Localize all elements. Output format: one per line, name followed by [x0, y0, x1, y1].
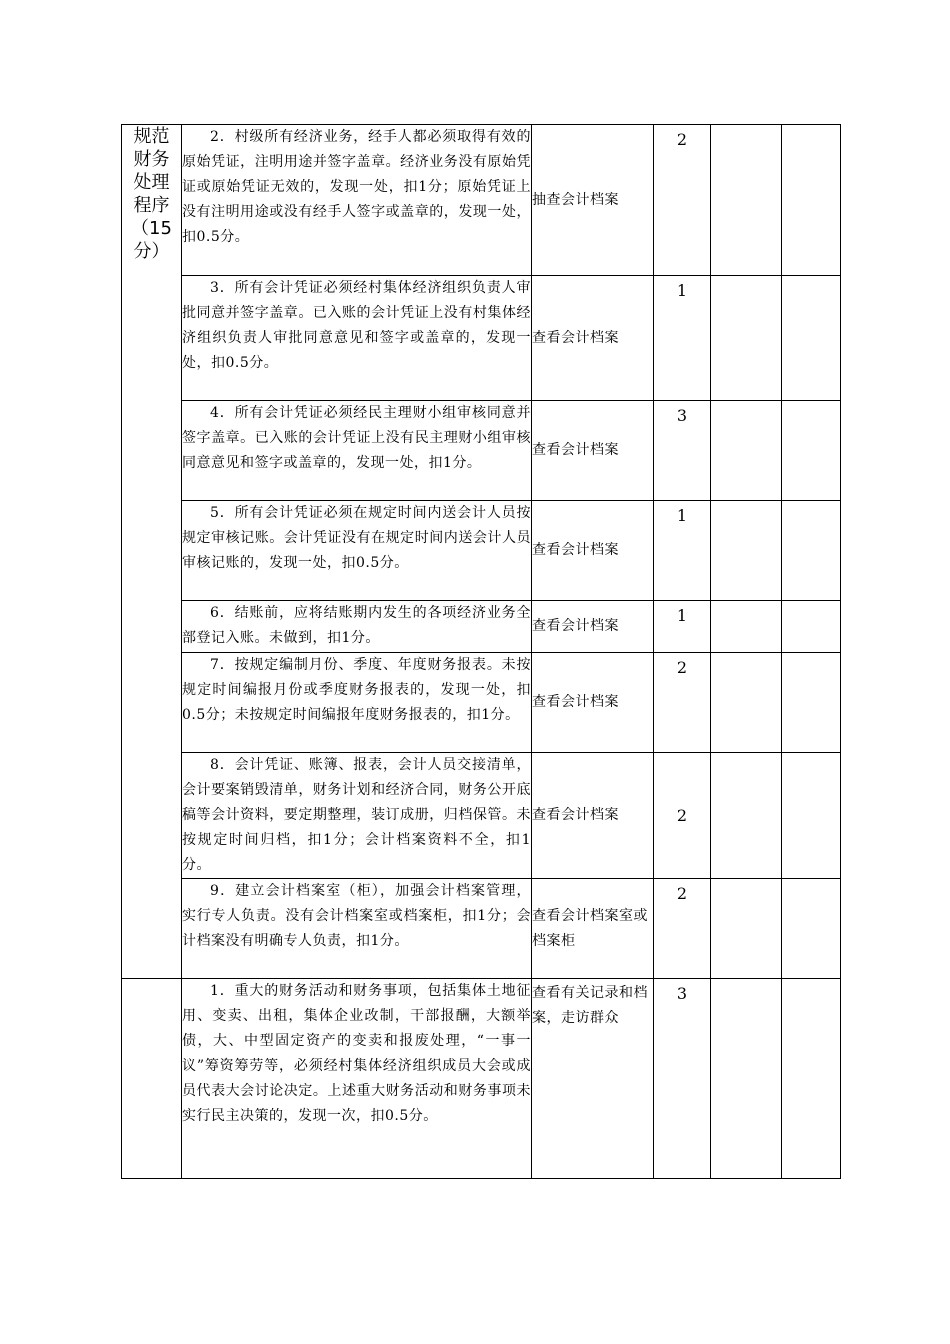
empty-cell: [782, 501, 841, 601]
requirement-cell: [182, 653, 532, 753]
table-row: [122, 979, 841, 1179]
category-line: 程序: [133, 195, 170, 216]
empty-cell: [782, 401, 841, 501]
requirement-text: 5．所有会计凭证必须在规定时间内送会计人员按规定审核记账。会计凭证没有在规定时间内送会计人员审核记账的，发现一处，扣0.5分。: [182, 505, 531, 571]
requirement-cell: [182, 601, 532, 653]
category-line: 分）: [133, 241, 170, 262]
category-line: 财务: [133, 149, 170, 170]
empty-cell: [711, 501, 782, 601]
empty-cell: [711, 276, 782, 401]
method-cell: 查看会计档案: [532, 501, 654, 601]
score-cell: 2: [654, 753, 711, 879]
empty-cell: [782, 753, 841, 879]
requirement-cell: [182, 501, 532, 601]
requirement-cell: [182, 276, 532, 401]
empty-cell: [782, 276, 841, 401]
score-cell: 2: [654, 125, 711, 276]
requirement-text: 4．所有会计凭证必须经民主理财小组审核同意并签字盖章。已入账的会计凭证上没有民主理财小组审核同意意见和签字或盖章的，发现一处，扣1分。: [182, 405, 531, 471]
table-row: [122, 879, 841, 979]
requirement-text: 1．重大的财务活动和财务事项，包括集体土地征用、变卖、出租，集体企业改制，干部报酬，大额举债，大、中型固定资产的变卖和报废处理，“一事一议”筹资筹劳等，必须经村集体经济组织成员大会或成员代表大会讨论决定。上述重大财务活动和财务事项未实行民主决策的，发现一次，扣0.5分。: [182, 983, 531, 1124]
empty-cell: [711, 125, 782, 276]
requirement-cell: [182, 879, 532, 979]
score-cell: 1: [654, 601, 711, 653]
table-row: [122, 653, 841, 753]
empty-cell: [711, 879, 782, 979]
requirement-cell: [182, 979, 532, 1179]
empty-cell: [711, 401, 782, 501]
requirement-text: 8．会计凭证、账簿、报表，会计人员交接清单，会计要案销毁清单，财务计划和经济合同，财务公开底稿等会计资料，要定期整理，装订成册，归档保管。未按规定时间归档，扣1分；会计档案资料不全，扣1分。: [182, 757, 531, 873]
category-cell: [122, 979, 182, 1179]
score-cell: 1: [654, 276, 711, 401]
table-row: [122, 276, 841, 401]
score-cell: 2: [654, 879, 711, 979]
requirement-text: 3．所有会计凭证必须经村集体经济组织负责人审批同意并签字盖章。已入账的会计凭证上没有村集体经济组织负责人审批同意意见和签字或盖章的，发现一处，扣0.5分。: [182, 280, 531, 371]
table-row: [122, 601, 841, 653]
requirement-text: 9．建立会计档案室（柜），加强会计档案管理，实行专人负责。没有会计档案室或档案柜，扣1分；会计档案没有明确专人负责，扣1分。: [182, 883, 531, 949]
category-line: （15: [131, 218, 172, 239]
table-row: [122, 501, 841, 601]
category-line: 规范: [133, 126, 170, 147]
method-cell: 查看会计档案: [532, 401, 654, 501]
method-cell: 查看会计档案: [532, 753, 654, 879]
score-cell: 3: [654, 979, 711, 1179]
method-cell: 查看有关记录和档案，走访群众: [532, 979, 654, 1179]
score-cell: 2: [654, 653, 711, 753]
requirement-cell: [182, 401, 532, 501]
table-row: [122, 753, 841, 879]
category-cell: [122, 125, 182, 979]
requirement-cell: [182, 125, 532, 276]
table-row: [122, 401, 841, 501]
method-cell: 查看会计档案: [532, 601, 654, 653]
method-cell: 查看会计档案: [532, 276, 654, 401]
requirement-text: 6．结账前，应将结账期内发生的各项经济业务全部登记入账。未做到，扣1分。: [182, 605, 531, 646]
table-row: [122, 125, 841, 276]
empty-cell: [782, 125, 841, 276]
requirement-cell: [182, 753, 532, 879]
empty-cell: [782, 601, 841, 653]
empty-cell: [711, 979, 782, 1179]
empty-cell: [711, 601, 782, 653]
method-cell: 查看会计档案: [532, 653, 654, 753]
empty-cell: [782, 979, 841, 1179]
empty-cell: [782, 653, 841, 753]
category-line: 处理: [133, 172, 170, 193]
requirement-text: 7．按规定编制月份、季度、年度财务报表。未按规定时间编报月份或季度财务报表的，发现一处，扣0.5分；未按规定时间编报年度财务报表的，扣1分。: [182, 657, 531, 723]
empty-cell: [711, 653, 782, 753]
score-cell: 3: [654, 401, 711, 501]
requirement-text: 2．村级所有经济业务，经手人都必须取得有效的原始凭证，注明用途并签字盖章。经济业务没有原始凭证或原始凭证无效的，发现一处，扣1分；原始凭证上没有注明用途或没有经手人签字或盖章的，发现一处，扣0.5分。: [182, 129, 531, 245]
empty-cell: [782, 879, 841, 979]
score-cell: 1: [654, 501, 711, 601]
method-cell: 抽查会计档案: [532, 125, 654, 276]
method-cell: 查看会计档案室或档案柜: [532, 879, 654, 979]
empty-cell: [711, 753, 782, 879]
evaluation-table: [121, 124, 841, 1179]
